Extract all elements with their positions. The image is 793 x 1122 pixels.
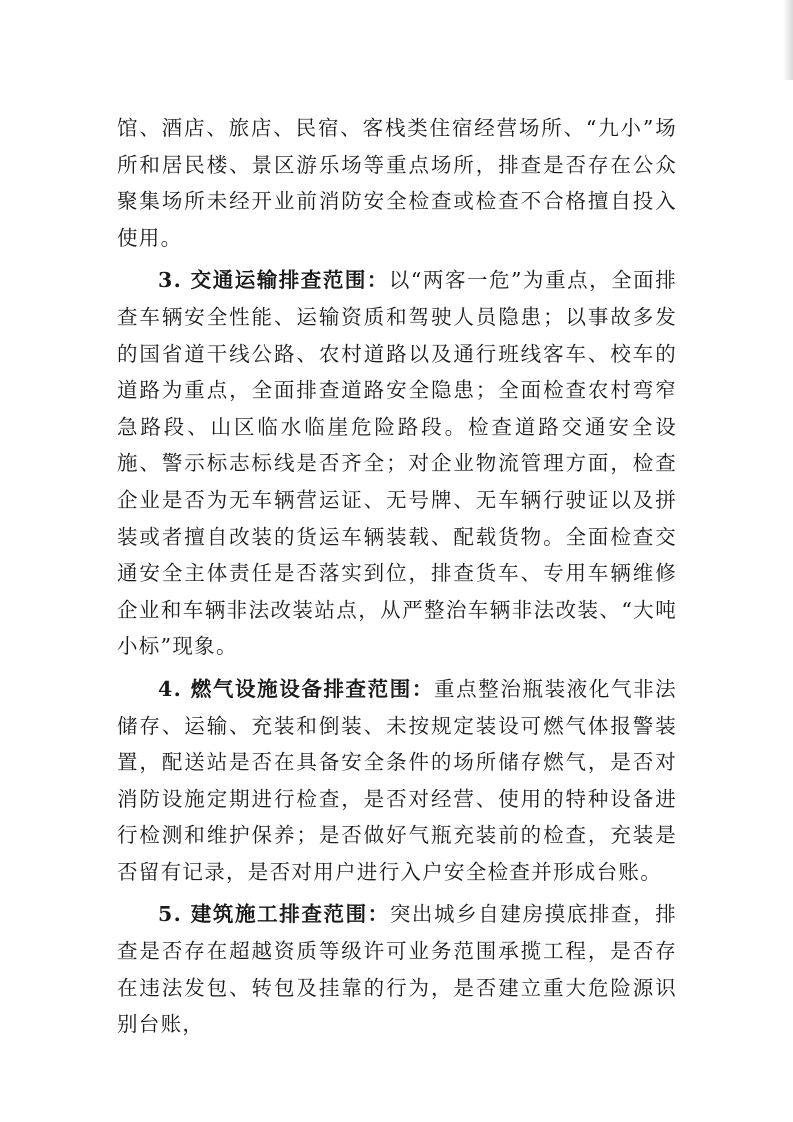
- section-heading-transport: 3. 交通运输排查范围：: [158, 268, 389, 293]
- paragraph-gas-facilities-scope: [117, 671, 677, 891]
- scan-edge-shadow: [783, 0, 793, 80]
- paragraph-text: 突出城乡自建房摸底排查，排查是否存在超越资质等级许可业务范围承揽工程，是否存在违法发包、转包及挂靠的行为，是否建立重大危险源识别台账，: [117, 902, 678, 1037]
- paragraph-text: 馆、酒店、旅店、民宿、客栈类住宿经营场所、“九小”场所和居民楼、景区游乐场等重点场所，排查是否存在公众聚集场所未经开业前消防安全检查或检查不合格擅自投入使用。: [117, 116, 677, 250]
- paragraph-text: 重点整治瓶装液化气非法储存、运输、充装和倒装、未按规定装设可燃气体报警装置，配送站是否在具备安全条件的场所储存燃气，是否对消防设施定期进行检查，是否对经营、使用的特种设备进行检测和维护保养；是否做好气瓶充装前的检查，充装是否留有记录，是否对用户进行入户安全检查并形成台账。: [117, 676, 677, 884]
- paragraph-text: 以“两客一危”为重点，全面排查车辆安全性能、运输资质和驾驶人员隐患；以事故多发的国省道干线公路、农村道路以及通行班线客车、校车的道路为重点，全面排查道路安全隐患；全面检查农村弯窄急路段、山区临水临崖危险路段。检查道路交通安全设施、警示标志标线是否齐全；对企业物流管理方面，检查企业是否为无车辆营运证、无号牌、无车辆行驶证以及拼装或者擅自改装的货运车辆装载、配载货物。全面检查交通安全主体责任是否落实到位，排查货车、专用车辆维修企业和车辆非法改装站点，从严整治车辆非法改装、“大吨小标”现象。: [117, 268, 677, 659]
- paragraph-construction-scope: [117, 896, 677, 1042]
- paragraph-transport-scope: [117, 262, 677, 665]
- section-heading-gas: 4. 燃气设施设备排查范围：: [158, 676, 435, 701]
- section-heading-construction: 5. 建筑施工排查范围：: [158, 902, 390, 927]
- document-page: [117, 110, 677, 1043]
- paragraph-accommodation-continuation: [117, 110, 677, 256]
